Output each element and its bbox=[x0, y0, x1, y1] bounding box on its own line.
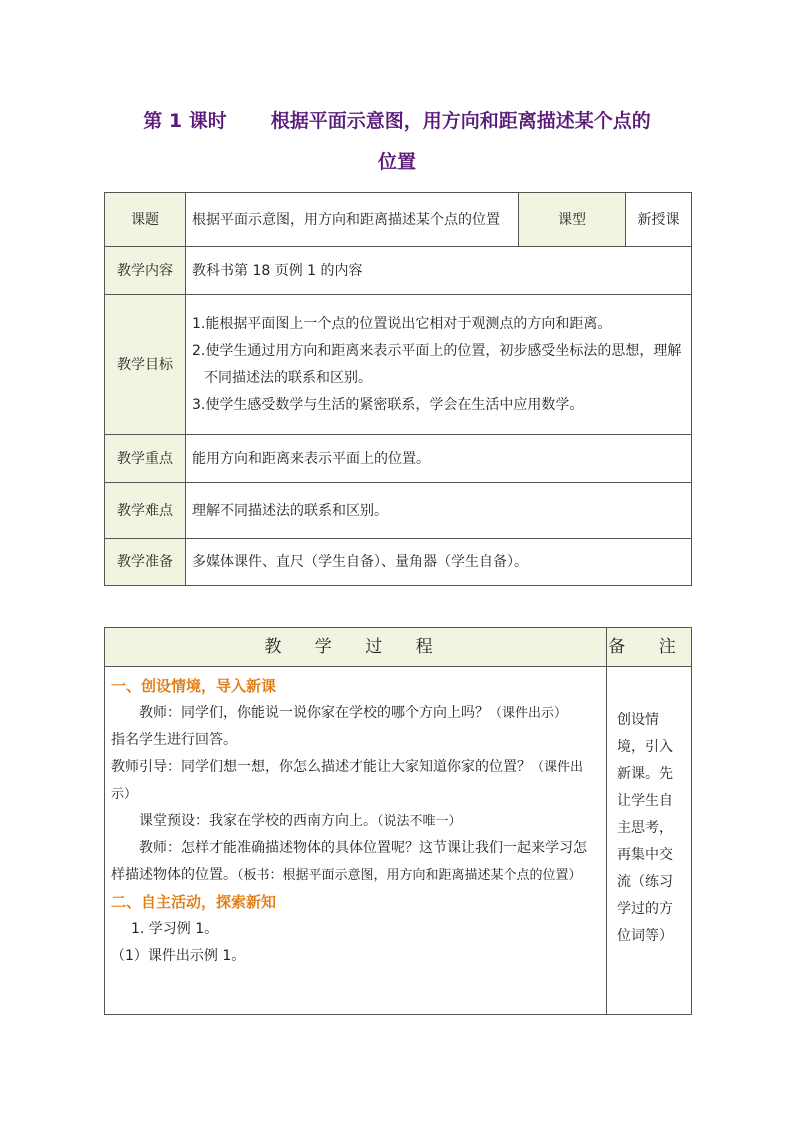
prep-label: 教学准备 bbox=[105, 539, 186, 586]
topic-label: 课题 bbox=[105, 193, 186, 247]
topic-value: 根据平面示意图，用方向和距离描述某个点的位置 bbox=[186, 193, 519, 247]
document-title bbox=[0, 106, 794, 133]
goal-item: 1.能根据平面图上一个点的位置说出它相对于观测点的方向和距离。 bbox=[192, 315, 612, 332]
difficulty-label: 教学难点 bbox=[105, 483, 186, 539]
paragraph: 教师：同学们，你能说一说你家在学校的哪个方向上吗？（课件出示） bbox=[139, 705, 568, 721]
goals-label: 教学目标 bbox=[105, 295, 186, 435]
lesson-topic: 根据平面示意图，用方向和距离描述某个点的 bbox=[270, 110, 651, 132]
document-title-continued: 位置 bbox=[377, 151, 416, 173]
topic-row bbox=[105, 193, 692, 247]
paragraph: 教师：怎样才能准确描述物体的具体位置呢？这节课让我们一起来学习怎样描述物体的位置。（板书：根据平面示意图，用方向和距离描述某个点的位置） bbox=[111, 840, 587, 883]
content-value: 教科书第 18 页例 1 的内容 bbox=[186, 247, 692, 295]
process-header-row bbox=[105, 628, 692, 667]
goal-item: 3.使学生感受数学与生活的紧密联系，学会在生活中应用数学。 bbox=[192, 396, 584, 413]
difficulty-row bbox=[105, 483, 692, 539]
teaching-process-table bbox=[104, 627, 692, 1015]
paragraph: 课堂预设：我家在学校的西南方向上。（说法不唯一） bbox=[139, 813, 462, 829]
prep-value: 多媒体课件、直尺（学生自备）、量角器（学生自备）。 bbox=[186, 539, 692, 586]
content-row bbox=[105, 247, 692, 295]
process-content bbox=[105, 667, 607, 1015]
lesson-info-table bbox=[104, 192, 692, 586]
list-item: 1. 学习例 1。 bbox=[131, 921, 219, 937]
content-label: 教学内容 bbox=[105, 247, 186, 295]
notes-header: 备 注 bbox=[607, 628, 692, 667]
type-value: 新授课 bbox=[626, 193, 692, 247]
key-value: 能用方向和距离来表示平面上的位置。 bbox=[186, 435, 692, 483]
paragraph: 教师引导：同学们想一想，你怎么描述才能让大家知道你家的位置？（课件出示） bbox=[111, 759, 584, 802]
list-item: （1）课件出示例 1。 bbox=[111, 948, 246, 964]
process-body-row bbox=[105, 667, 692, 1015]
paragraph: 指名学生进行回答。 bbox=[111, 732, 237, 748]
section-heading: 二、自主活动，探索新知 bbox=[111, 893, 277, 911]
type-label: 课型 bbox=[519, 193, 626, 247]
key-label: 教学重点 bbox=[105, 435, 186, 483]
goal-item: 2.使学生通过用方向和距离来表示平面上的位置，初步感受坐标法的思想，理解不同描述法的联系和区别。 bbox=[192, 342, 682, 386]
key-row bbox=[105, 435, 692, 483]
side-notes: 创设情境，引入新课。先让学生自主思考，再集中交流（练习学过的方位词等） bbox=[607, 667, 692, 1015]
prep-row bbox=[105, 539, 692, 586]
goals-list bbox=[186, 295, 692, 435]
goals-row bbox=[105, 295, 692, 435]
process-header: 教 学 过 程 bbox=[105, 628, 607, 667]
lesson-number: 第 1 课时 bbox=[143, 110, 227, 132]
difficulty-value: 理解不同描述法的联系和区别。 bbox=[186, 483, 692, 539]
section-heading: 一、创设情境，导入新课 bbox=[111, 677, 277, 695]
